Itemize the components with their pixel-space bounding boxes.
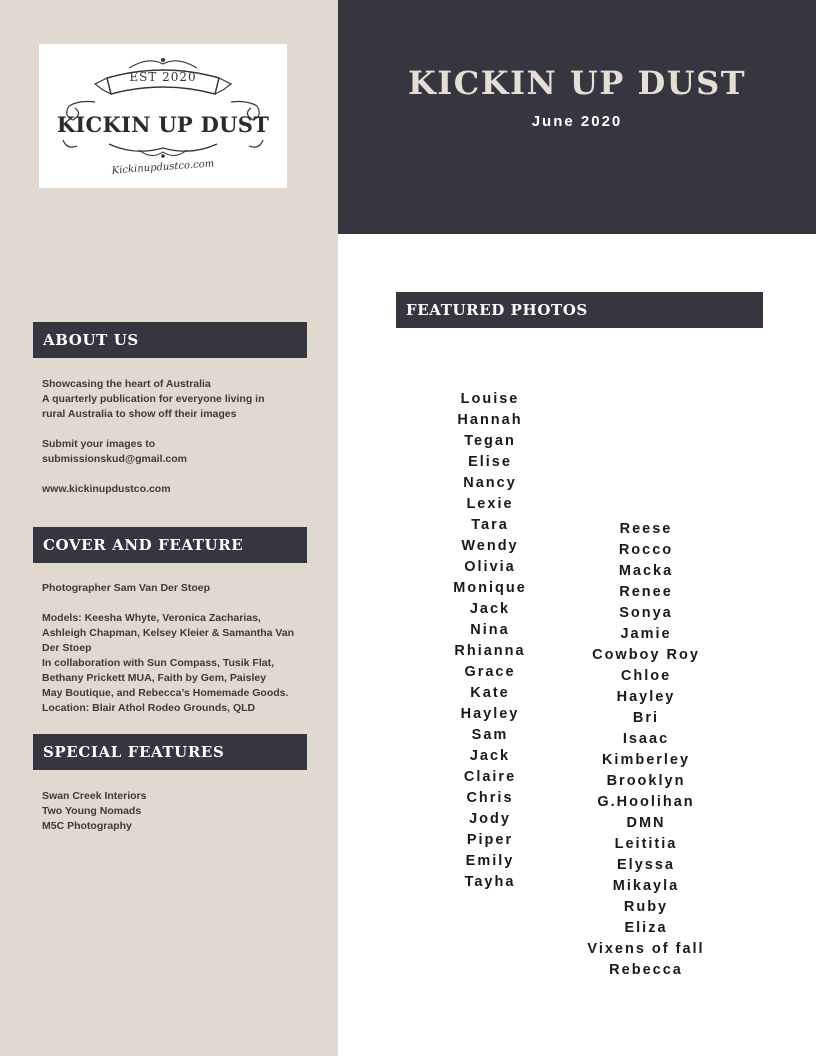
featured-name: Tara (471, 517, 509, 533)
about-line: Showcasing the heart of Australia (42, 378, 211, 390)
cover-line (42, 596, 304, 611)
special-line: M5C Photography (42, 820, 132, 832)
featured-name: Sam (471, 727, 509, 743)
about-line: submissionskud@gmail.com (42, 453, 188, 465)
featured-name: Macka (618, 563, 674, 579)
featured-name: Hannah (457, 412, 523, 428)
special-line: Swan Creek Interiors (42, 790, 147, 802)
featured-names-column-2 (576, 519, 716, 981)
featured-name: Renee (619, 584, 673, 600)
featured-name: Nancy (463, 475, 517, 491)
featured-name: Rhianna (454, 643, 526, 659)
about-heading: ABOUT US (33, 322, 307, 358)
cover-line: Location: Blair Athol Rodeo Grounds, QLD (42, 702, 256, 714)
cover-line: Photographer Sam Van Der Stoep (42, 582, 211, 594)
featured-name: Olivia (464, 559, 516, 575)
special-line: Two Young Nomads (42, 805, 142, 817)
cover-line: Models: Keesha Whyte, Veronica Zacharias, (42, 612, 261, 624)
featured-name: Lexie (466, 496, 514, 512)
issue-date: June 2020 (531, 113, 623, 130)
featured-name: Claire (463, 769, 517, 785)
featured-name: Cowboy Roy (592, 647, 700, 663)
featured-name: Sonya (619, 605, 673, 621)
featured-name: Kate (470, 685, 510, 701)
logo-url: Kickinupdustco.com (111, 158, 215, 177)
about-text (42, 377, 304, 497)
featured-name: Mikayla (612, 878, 680, 894)
about-line: www.kickinupdustco.com (42, 483, 171, 495)
featured-name: Leititia (614, 836, 678, 852)
featured-name: Rocco (618, 542, 674, 558)
cover-text (42, 581, 304, 716)
featured-name: Emily (465, 853, 515, 869)
featured-names-column-1 (430, 389, 550, 893)
logo-title: KICKIN UP DUST (56, 112, 270, 137)
featured-name: Chris (466, 790, 514, 806)
featured-name: Kimberley (601, 752, 691, 768)
featured-name: Grace (464, 664, 516, 680)
featured-name: Isaac (622, 731, 670, 747)
about-line: Submit your images to (42, 438, 156, 450)
featured-name: Brooklyn (606, 773, 686, 789)
featured-name: Tegan (464, 433, 516, 449)
featured-name: Hayley (616, 689, 676, 705)
featured-name: Vixens of fall (587, 941, 705, 957)
cover-line: May Boutique, and Rebecca’s Homemade Goods. (42, 687, 289, 699)
featured-name: Elyssa (617, 857, 675, 873)
featured-name: Nina (470, 622, 510, 638)
featured-name: Bri (632, 710, 660, 726)
featured-name: Hayley (460, 706, 520, 722)
cover-line: In collaboration with Sun Compass, Tusik Flat, (42, 657, 274, 669)
cover-line: Bethany Prickett MUA, Faith by Gem, Paisley (42, 672, 267, 684)
featured-name: Ruby (623, 899, 669, 915)
featured-name: Piper (466, 832, 514, 848)
cover-line: Ashleigh Chapman, Kelsey Kleier & Samantha Van (42, 627, 295, 639)
about-line (42, 422, 304, 437)
featured-name: Eliza (624, 920, 668, 936)
about-line: rural Australia to show off their images (42, 408, 237, 420)
cover-heading: COVER AND FEATURE (33, 527, 307, 563)
logo-est: EST 2020 (129, 70, 197, 84)
cover-line: Der Stoep (42, 642, 92, 654)
featured-name: Chloe (620, 668, 672, 684)
featured-name: G.Hoolihan (597, 794, 695, 810)
featured-name: Rebecca (609, 962, 683, 978)
about-line (42, 467, 304, 482)
featured-name: Tayha (464, 874, 516, 890)
featured-name: Elise (468, 454, 512, 470)
featured-name: Reese (619, 521, 673, 537)
featured-name: Jack (469, 601, 511, 617)
featured-name: Jody (469, 811, 511, 827)
featured-name: Wendy (461, 538, 519, 554)
page-title: KICKIN UP DUST (407, 64, 747, 102)
featured-name: Jack (469, 748, 511, 764)
about-line: A quarterly publication for everyone living in (42, 393, 265, 405)
logo (39, 44, 287, 188)
featured-name: Louise (460, 391, 520, 407)
featured-name: Jamie (620, 626, 672, 642)
featured-heading: FEATURED PHOTOS (396, 292, 763, 328)
featured-name: DMN (626, 815, 666, 831)
featured-name: Monique (453, 580, 527, 596)
special-text (42, 789, 304, 834)
special-heading: SPECIAL FEATURES (33, 734, 307, 770)
